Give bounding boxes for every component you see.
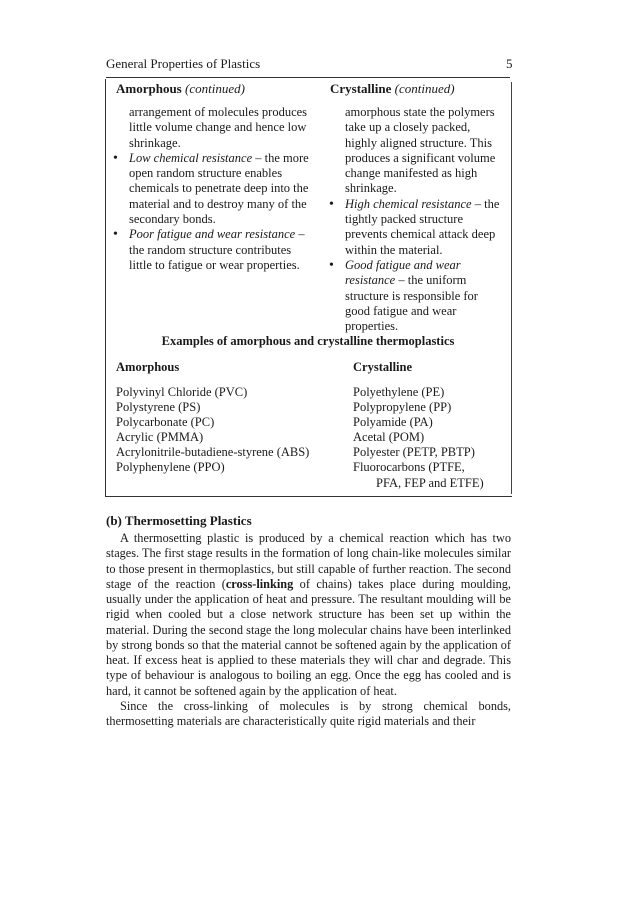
paragraph-text: of chains) takes place during moulding, usually under the application of heat and pressure. The resultant moulding will be rigid when cooled but a close network structure has been set up within the material. During the second stage the long molecular chains have been interlinked by strong bonds so that the material cannot be softened again by the application of heat. If excess heat is applied to these materials they will char and degrade. This type of behaviour is analogous to boiling an egg. Once the egg has cooled and is hard, it cannot be softened again by the application of heat. — [106, 576, 512, 698]
list-item: Acetal (POM) — [353, 430, 425, 445]
examples-amorphous-heading: Amorphous — [116, 360, 180, 374]
list-item: Polycarbonate (PC) — [116, 415, 215, 430]
table-border-bottom — [105, 496, 512, 497]
list-item: Polyphenylene (PPO) — [116, 460, 225, 475]
list-item: Fluorocarbons (PTFE, — [353, 460, 465, 475]
examples-title: Examples of amorphous and crystalline thermoplastics — [161, 334, 455, 348]
crystalline-heading-text: Crystalline — [330, 81, 392, 96]
bullet-term: Poor fatigue and wear resistance — [129, 227, 296, 242]
list-item: Acrylonitrile-butadiene-styrene (ABS) — [116, 445, 310, 460]
list-item: Polyvinyl Chloride (PVC) — [116, 385, 248, 399]
amorphous-column-text — [129, 105, 309, 273]
bullet-text: – the uniform structure is responsible for good fatigue and wear properties. — [345, 273, 478, 334]
bullet-text: – the more open random structure enables chemicals to penetrate deep into the material and to destroy many of the secondary bonds. — [129, 150, 309, 227]
list-item: Polypropylene (PP) — [353, 400, 452, 415]
amorphous-bullet-fatigue — [129, 227, 309, 273]
paragraph: Since the cross-linking of molecules is by strong chemical bonds, thermosetting materials are characteristically quite rigid materials and their — [106, 698, 511, 728]
amorphous-heading-text: Amorphous — [116, 81, 182, 96]
table-border-left — [105, 79, 106, 497]
crystalline-bullet-chemical — [345, 197, 505, 258]
paragraph-text: A thermosetting plastic is produced by a chemical reaction which has two stages. The first stage results in the formation of long chain-like molecules similar to those present in thermoplastics, but still capable of further reaction. The second stage of the reaction ( — [106, 531, 511, 591]
section-heading: (b) Thermosetting Plastics — [106, 513, 252, 528]
list-item: Acrylic (PMMA) — [116, 430, 204, 445]
page-number: 5 — [506, 56, 513, 71]
list-item: Polyester (PETP, PBTP) — [353, 445, 475, 460]
list-item: Polystyrene (PS) — [116, 400, 201, 415]
bullet-term: Low chemical resistance — [129, 150, 253, 165]
examples-crystalline-heading: Crystalline — [353, 360, 413, 374]
bullet-text: – the tightly packed structure prevents chemical attack deep within the material. — [345, 196, 500, 257]
bullet-text: – the random structure contributes little to fatigue or wear properties. — [129, 227, 305, 272]
amorphous-bullet-chemical — [129, 151, 309, 227]
list-item: Polyamide (PA) — [353, 415, 433, 430]
table-border-right — [511, 82, 512, 494]
paragraph — [106, 531, 511, 699]
crystalline-column-heading — [330, 81, 455, 97]
crystalline-heading-note: (continued) — [394, 81, 455, 96]
crystalline-examples-list — [353, 385, 484, 491]
amorphous-column-heading — [116, 81, 245, 97]
amorphous-continued-text: arrangement of molecules produces little volume change and hence low shrinkage. — [129, 105, 308, 150]
bold-term: cross-linking — [225, 576, 294, 591]
header-rule — [106, 77, 510, 78]
amorphous-heading-note: (continued) — [185, 81, 245, 96]
bullet-term: Good fatigue and wear resistance — [345, 257, 461, 288]
crystalline-column-text — [345, 105, 505, 334]
crystalline-continued-text: amorphous state the polymers take up a closely packed, highly aligned structure. This produces a significant volume change manifested as high shrinkage. — [345, 105, 496, 196]
section-body — [106, 531, 511, 729]
amorphous-examples-list — [116, 385, 309, 476]
crystalline-bullet-fatigue — [345, 258, 505, 334]
list-item: Polyethylene (PE) — [353, 385, 445, 399]
bullet-term: High chemical resistance — [345, 196, 472, 211]
list-item: PFA, FEP and ETFE) — [376, 475, 484, 490]
running-header-title: General Properties of Plastics — [106, 56, 261, 71]
